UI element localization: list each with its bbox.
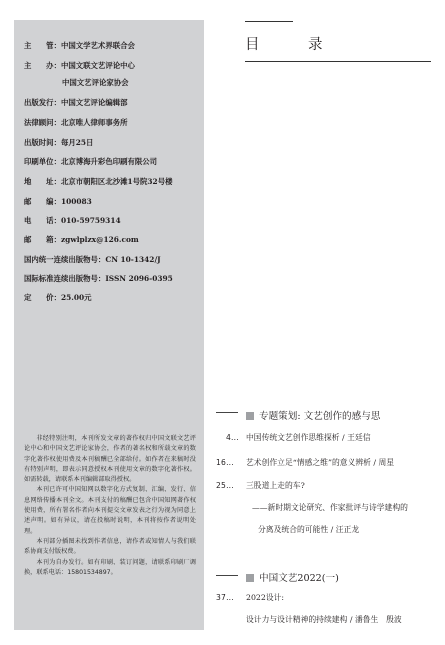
title-rule-top [245,21,293,22]
section-square-icon [246,574,254,582]
toc-page-number: 16... [216,458,234,467]
toc-entry-subtitle: 分离及统合的可能性 / 汪正龙 [258,525,360,534]
colophon-row: 邮 编：100083 [24,197,92,206]
colophon-row: 定 价：25.00元 [24,293,92,302]
section-heading: 中国文艺2022(一) [246,570,339,584]
toc-entry[interactable]: 三股道上走的车? [246,481,305,490]
colophon-row: 电 话：010-59759314 [24,216,121,225]
section-rule-left [216,412,238,413]
toc-entry[interactable]: 中国传统文艺创作思维探析 / 王廷信 [246,433,371,442]
colophon-panel [14,20,204,630]
colophon-row: 邮 箱：zgwlplzx@126.com [24,235,139,244]
title-rule-bottom [245,61,431,62]
toc-entry-subtitle: ——新时期文论研究、作家批评与诗学建构的 [252,503,408,512]
colophon-row: 出版发行：中国文艺评论编辑部 [24,98,128,107]
toc-entry[interactable]: 2022设计: [246,593,285,602]
toc-page-number: 37... [216,593,234,602]
colophon-row: 地 址：北京市朝阳区北沙滩1号院32号楼 [24,177,173,186]
toc-page-number: 4... [226,433,239,442]
toc-entry[interactable]: 设计力与设计精神的持续建构 / 潘鲁生 殷波 [246,615,402,624]
colophon-row: 主 管：中国文学艺术界联合会 [24,41,135,50]
copyright-notice: 非经特别注明，本刊所发文章的著作权归中国文联文艺评论中心和中国文艺评论家协会，作者的著名权和所载文章的数字化著作权使用费及本刊稿酬已全部给付。如作者在来稿时没有特别声明，即表示同意授权本刊使用文章的数字化著作权。如需转载，请联系本刊编辑部取得授权。 本刊已许可中国知网以数字化方式复制、汇编、发行、信息网络传播本刊全文。本刊支付的稿酬已包含中国知网著作权使用费，所有署名作者向本刊提交文章发表之行为视为同意上述声明。如有异议，请在投稿时说明，本刊将按作者说明处理。 本刊部分插图未找到作者信息，请作者或知情人与我们联系协商支付版权费。 本刊为自办发行。如有印刷、装订问题，请联系印刷厂调换，联系电话：15801534897。 [24,435,196,576]
colophon-row: 主 办：中国文联文艺评论中心 [24,61,135,70]
section-square-icon [246,412,254,420]
colophon-row: 印刷单位：北京博海升彩色印刷有限公司 [24,157,158,166]
colophon-row: 国内统一连续出版物号：CN 10-1342/J [24,255,161,264]
colophon-row: 国际标准连续出版物号：ISSN 2096-0395 [24,274,173,283]
toc-page-number: 25... [216,481,234,490]
colophon-row: 中国文艺评论家协会 [62,78,129,87]
toc-entry[interactable]: 艺术创作立足“情感之维”的意义辨析 / 周星 [246,458,395,467]
toc-title: 目 录 [245,37,340,53]
colophon-row: 法律顾问：北京唯人律师事务所 [24,118,128,127]
section-rule-left [216,575,238,576]
section-heading: 专题策划: 文艺创作的感与思 [246,408,380,422]
colophon-row: 出版时间：每月25日 [24,138,94,147]
